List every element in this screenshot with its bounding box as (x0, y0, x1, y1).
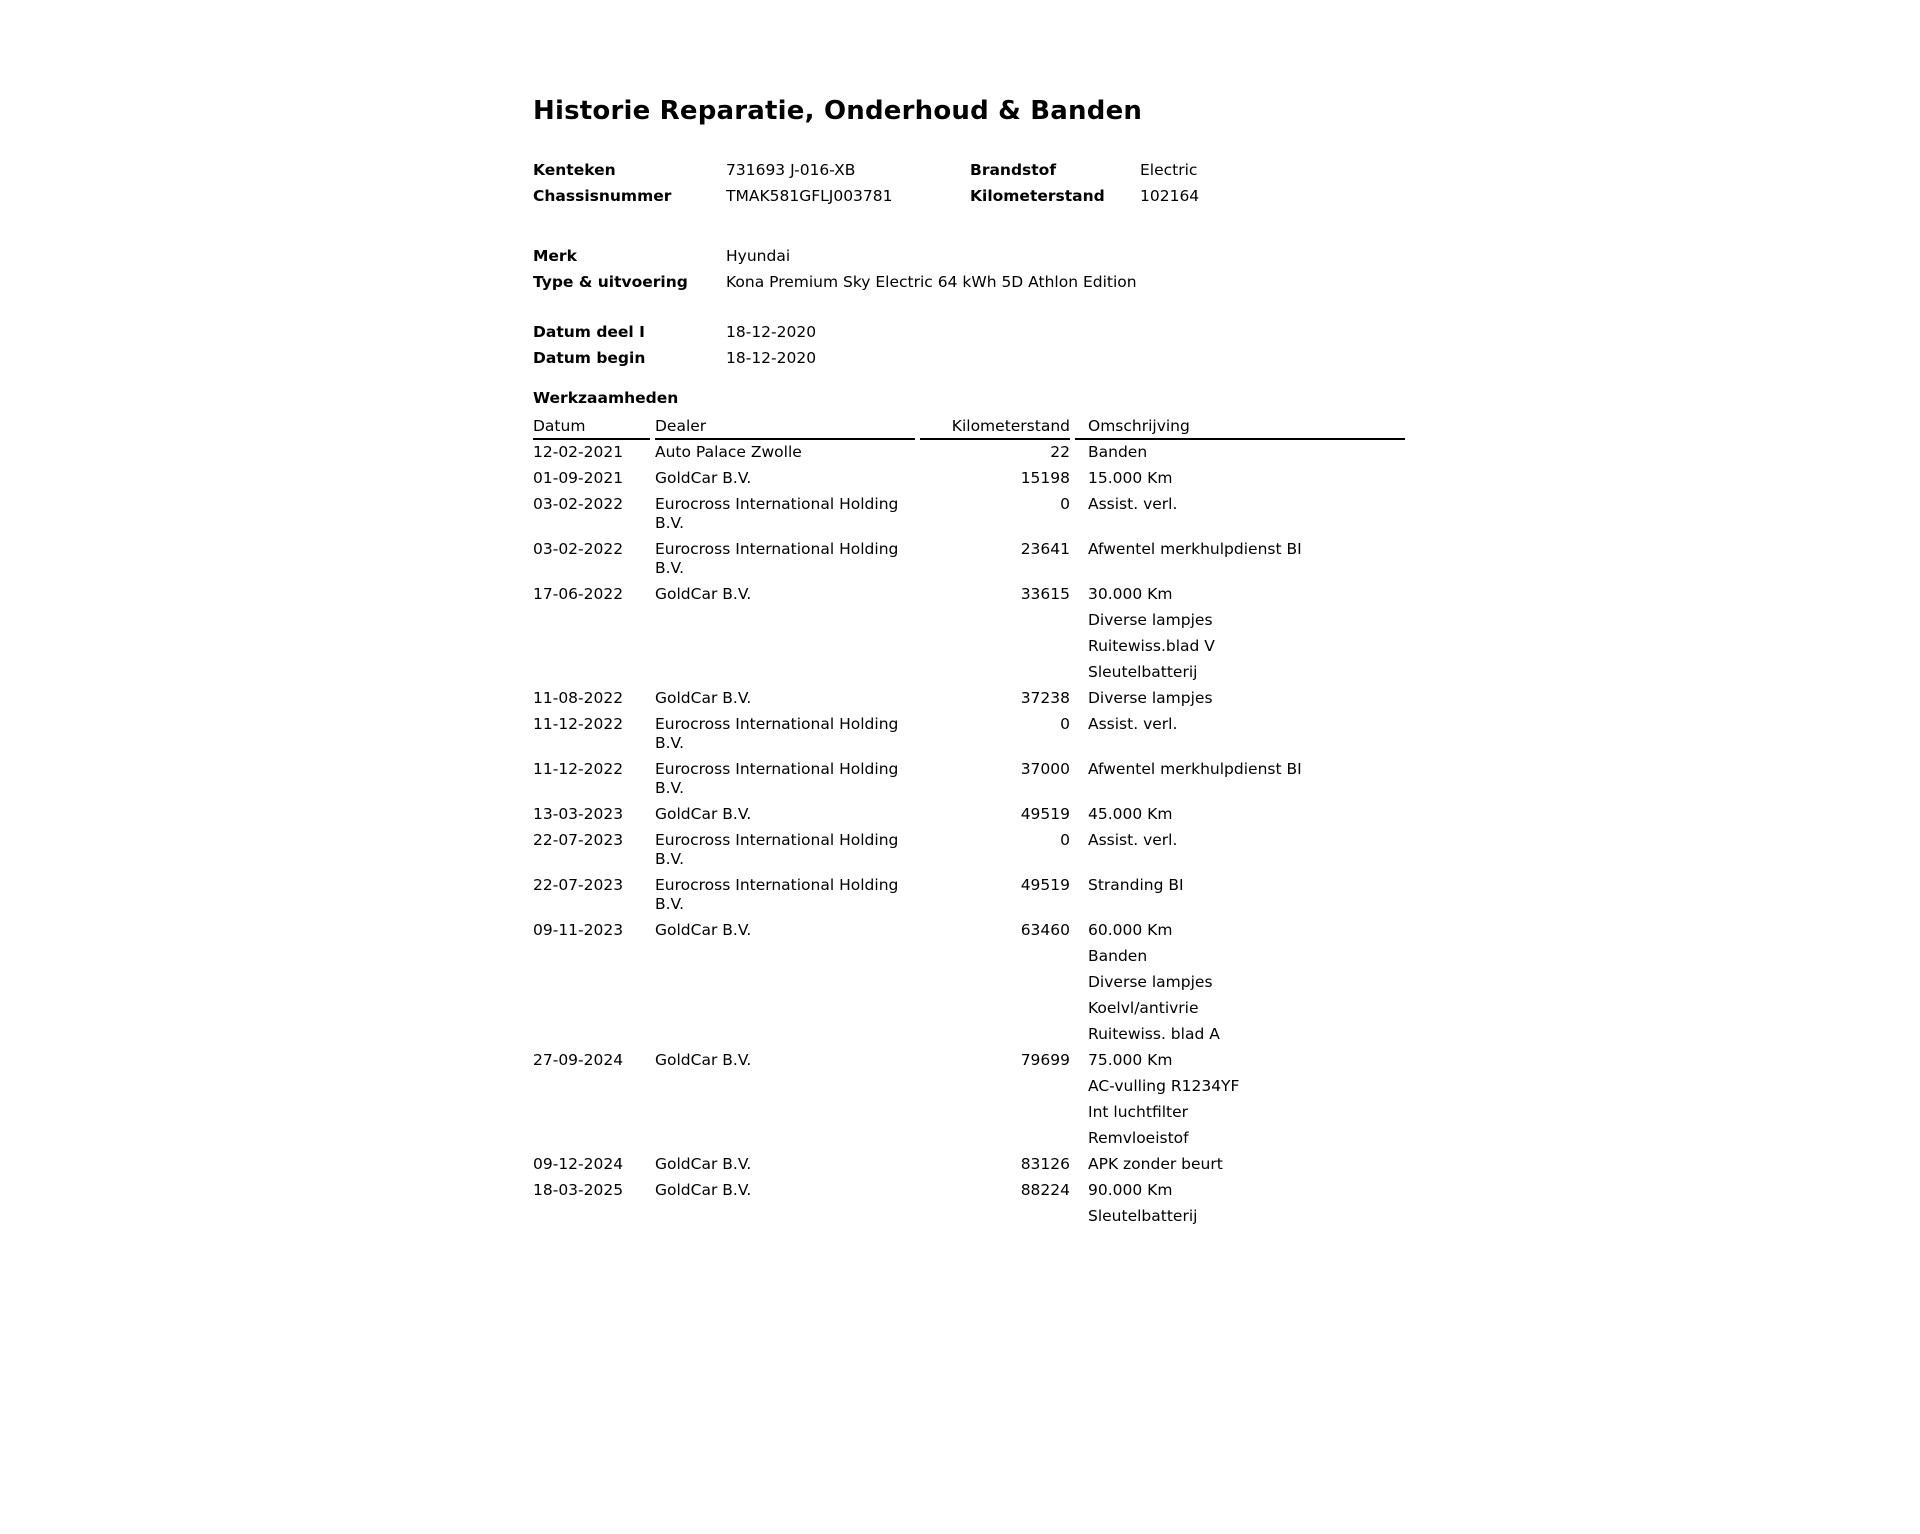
row-kilometerstand: 0 (1060, 715, 1070, 733)
row-kilometerstand (920, 1204, 1070, 1230)
row-omschrijving: Diverse lampjes (1088, 611, 1213, 629)
table-row (533, 1022, 1405, 1048)
row-datum: 11-12-2022 (533, 715, 624, 733)
merk-label: Merk (533, 247, 577, 265)
row-datum (533, 944, 650, 970)
row-dealer (655, 1100, 915, 1126)
table-header-row (533, 414, 1405, 440)
datum-begin-label: Datum begin (533, 349, 646, 367)
row-kilometerstand (920, 1100, 1070, 1126)
row-omschrijving: Remvloeistof (1088, 1129, 1189, 1147)
row-omschrijving: 60.000 Km (1088, 921, 1173, 939)
row-kilometerstand: 88224 (1020, 1181, 1070, 1199)
row-datum: 18-03-2025 (533, 1181, 624, 1199)
row-datum (533, 1074, 650, 1100)
row-dealer: GoldCar B.V. (655, 921, 752, 939)
row-datum (533, 660, 650, 686)
row-datum: 01-09-2021 (533, 469, 624, 487)
row-omschrijving: Stranding BI (1088, 876, 1184, 894)
vehicle-info-block (533, 157, 1920, 209)
row-kilometerstand (920, 970, 1070, 996)
row-dealer: GoldCar B.V. (655, 585, 752, 603)
table-row (533, 634, 1405, 660)
row-dealer: Eurocross International Holding B.V. (655, 715, 899, 752)
row-datum: 22-07-2023 (533, 831, 624, 849)
table-row (533, 492, 1405, 537)
row-omschrijving: Banden (1088, 443, 1148, 461)
row-omschrijving: Afwentel merkhulpdienst BI (1088, 540, 1302, 558)
column-header-dealer: Dealer (655, 414, 915, 440)
row-omschrijving: AC-vulling R1234YF (1088, 1077, 1240, 1095)
row-dealer: Eurocross International Holding B.V. (655, 760, 899, 797)
row-kilometerstand: 49519 (1020, 876, 1070, 894)
row-datum (533, 1100, 650, 1126)
row-kilometerstand: 33615 (1020, 585, 1070, 603)
row-datum: 09-11-2023 (533, 921, 624, 939)
row-dealer (655, 634, 915, 660)
table-row (533, 802, 1405, 828)
row-dealer (655, 1074, 915, 1100)
table-row (533, 873, 1405, 918)
row-datum (533, 996, 650, 1022)
table-row (533, 608, 1405, 634)
row-omschrijving: APK zonder beurt (1088, 1155, 1223, 1173)
row-kilometerstand: 15198 (1020, 469, 1070, 487)
row-dealer: GoldCar B.V. (655, 805, 752, 823)
row-dealer: GoldCar B.V. (655, 689, 752, 707)
datum-deel1-label: Datum deel I (533, 323, 645, 341)
row-kilometerstand (920, 996, 1070, 1022)
row-kilometerstand: 23641 (1020, 540, 1070, 558)
row-dealer (655, 660, 915, 686)
row-omschrijving: Diverse lampjes (1088, 973, 1213, 991)
table-row (533, 1126, 1405, 1152)
brand-info-block (533, 243, 1920, 295)
type-uitvoering-label: Type & uitvoering (533, 273, 688, 291)
document-page (0, 94, 1920, 1534)
row-omschrijving: Banden (1088, 947, 1148, 965)
row-kilometerstand (920, 1126, 1070, 1152)
row-datum (533, 1126, 650, 1152)
row-omschrijving: 90.000 Km (1088, 1181, 1173, 1199)
row-dealer: Auto Palace Zwolle (655, 443, 802, 461)
row-dealer: GoldCar B.V. (655, 469, 752, 487)
table-row (533, 1048, 1405, 1074)
worklog-table (528, 414, 1410, 1230)
row-datum (533, 1022, 650, 1048)
row-datum (533, 1204, 650, 1230)
row-datum: 03-02-2022 (533, 540, 624, 558)
table-row (533, 1178, 1405, 1204)
row-dealer: GoldCar B.V. (655, 1181, 752, 1199)
row-datum: 09-12-2024 (533, 1155, 624, 1173)
row-kilometerstand (920, 1074, 1070, 1100)
werkzaamheden-heading: Werkzaamheden (533, 389, 679, 407)
row-kilometerstand: 49519 (1020, 805, 1070, 823)
brandstof-label: Brandstof (970, 161, 1057, 179)
kenteken-label: Kenteken (533, 161, 616, 179)
column-header-kilometerstand: Kilometerstand (920, 414, 1070, 440)
row-dealer (655, 1204, 915, 1230)
row-datum: 27-09-2024 (533, 1051, 624, 1069)
row-datum: 12-02-2021 (533, 443, 624, 461)
row-omschrijving: 45.000 Km (1088, 805, 1173, 823)
row-dealer (655, 944, 915, 970)
row-datum (533, 634, 650, 660)
row-dealer: GoldCar B.V. (655, 1051, 752, 1069)
row-omschrijving: Sleutelbatterij (1088, 1207, 1198, 1225)
type-uitvoering-value: Kona Premium Sky Electric 64 kWh 5D Athlon Edition (726, 273, 1137, 291)
row-dealer: Eurocross International Holding B.V. (655, 540, 899, 577)
row-datum: 17-06-2022 (533, 585, 624, 603)
row-kilometerstand (920, 608, 1070, 634)
chassisnummer-value: TMAK581GFLJ003781 (726, 187, 893, 205)
table-row (533, 466, 1405, 492)
kilometerstand-value: 102164 (1140, 187, 1200, 205)
row-kilometerstand: 63460 (1020, 921, 1070, 939)
row-omschrijving: Int luchtfilter (1088, 1103, 1189, 1121)
row-kilometerstand: 0 (1060, 495, 1070, 513)
table-row (533, 944, 1405, 970)
row-omschrijving: Diverse lampjes (1088, 689, 1213, 707)
row-omschrijving: Assist. verl. (1088, 831, 1178, 849)
table-row (533, 582, 1405, 608)
row-dealer (655, 608, 915, 634)
row-dealer: Eurocross International Holding B.V. (655, 495, 899, 532)
kilometerstand-label: Kilometerstand (970, 187, 1105, 205)
row-datum (533, 608, 650, 634)
page-title: Historie Reparatie, Onderhoud & Banden (533, 96, 1143, 126)
row-datum: 03-02-2022 (533, 495, 624, 513)
row-omschrijving: 30.000 Km (1088, 585, 1173, 603)
row-dealer (655, 1022, 915, 1048)
datum-begin-value: 18-12-2020 (726, 349, 817, 367)
table-row (533, 686, 1405, 712)
row-kilometerstand: 22 (1050, 443, 1070, 461)
row-omschrijving: Assist. verl. (1088, 715, 1178, 733)
row-kilometerstand (920, 660, 1070, 686)
row-omschrijving: Ruitewiss.blad V (1088, 637, 1215, 655)
table-row (533, 712, 1405, 757)
row-kilometerstand: 79699 (1020, 1051, 1070, 1069)
table-row (533, 660, 1405, 686)
row-datum: 22-07-2023 (533, 876, 624, 894)
kenteken-value: 731693 J-016-XB (726, 161, 856, 179)
merk-value: Hyundai (726, 247, 791, 265)
row-kilometerstand (920, 1022, 1070, 1048)
row-omschrijving: 15.000 Km (1088, 469, 1173, 487)
table-row (533, 440, 1405, 466)
chassisnummer-label: Chassisnummer (533, 187, 672, 205)
table-row (533, 757, 1405, 802)
column-header-omschrijving: Omschrijving (1075, 414, 1405, 440)
row-kilometerstand: 83126 (1020, 1155, 1070, 1173)
row-kilometerstand: 0 (1060, 831, 1070, 849)
table-row (533, 918, 1405, 944)
row-dealer (655, 970, 915, 996)
row-datum: 11-12-2022 (533, 760, 624, 778)
table-row (533, 537, 1405, 582)
row-dealer: Eurocross International Holding B.V. (655, 876, 899, 913)
column-header-datum: Datum (533, 414, 650, 440)
row-dealer: Eurocross International Holding B.V. (655, 831, 899, 868)
table-row (533, 1074, 1405, 1100)
row-dealer (655, 1126, 915, 1152)
row-kilometerstand: 37238 (1020, 689, 1070, 707)
row-dealer: GoldCar B.V. (655, 1155, 752, 1173)
table-row (533, 1100, 1405, 1126)
row-kilometerstand (920, 634, 1070, 660)
datum-deel1-value: 18-12-2020 (726, 323, 817, 341)
row-omschrijving: Koelvl/antivrie (1088, 999, 1199, 1017)
table-row (533, 970, 1405, 996)
row-omschrijving: Afwentel merkhulpdienst BI (1088, 760, 1302, 778)
table-row (533, 996, 1405, 1022)
row-datum: 11-08-2022 (533, 689, 624, 707)
row-datum: 13-03-2023 (533, 805, 624, 823)
table-row (533, 1152, 1405, 1178)
row-omschrijving: Ruitewiss. blad A (1088, 1025, 1220, 1043)
dates-info-block (533, 319, 1920, 371)
row-omschrijving: Sleutelbatterij (1088, 663, 1198, 681)
row-omschrijving: Assist. verl. (1088, 495, 1178, 513)
table-row (533, 1204, 1405, 1230)
row-datum (533, 970, 650, 996)
row-kilometerstand: 37000 (1020, 760, 1070, 778)
brandstof-value: Electric (1140, 161, 1198, 179)
row-kilometerstand (920, 944, 1070, 970)
row-dealer (655, 996, 915, 1022)
row-omschrijving: 75.000 Km (1088, 1051, 1173, 1069)
table-row (533, 828, 1405, 873)
